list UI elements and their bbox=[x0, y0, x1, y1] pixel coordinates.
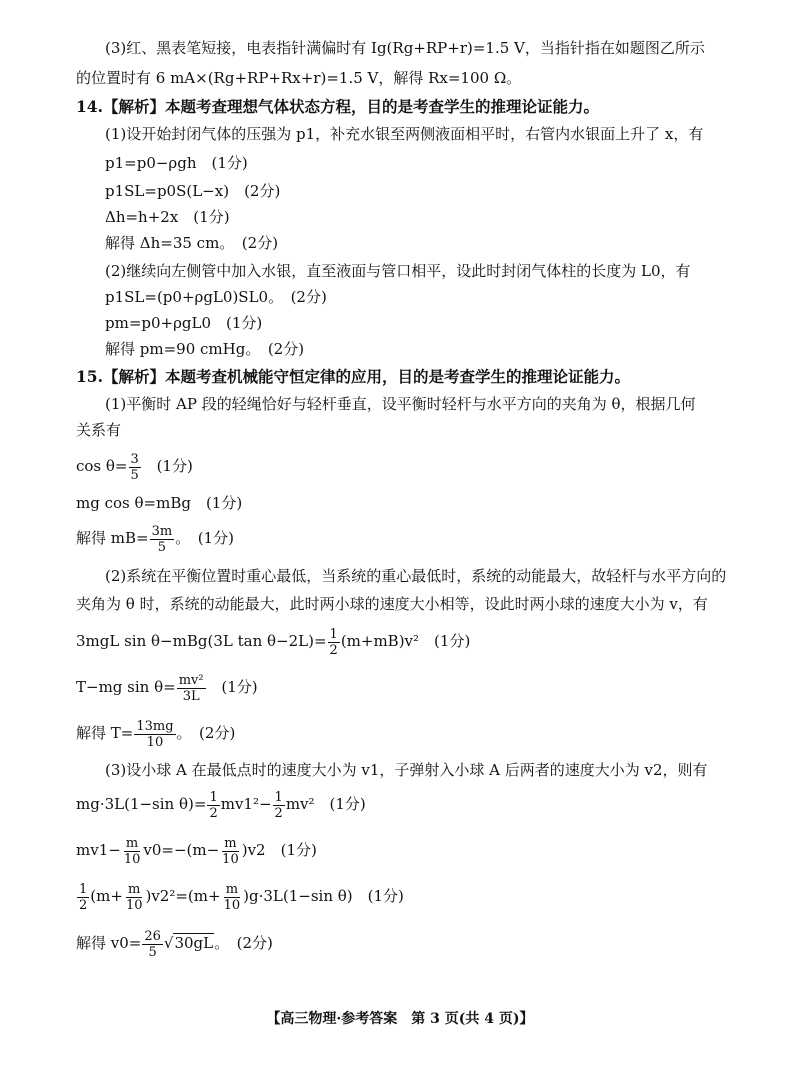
fraction: $\frac{1}{2}$ bbox=[209, 789, 218, 821]
fraction: $\frac{1}{2}$ bbox=[329, 626, 338, 658]
q15-eq1: cos θ= $\frac{3}{5}$ (1分) bbox=[76, 451, 193, 483]
q15-eq4: 3mgL sin θ−mBg(3L tan θ−2L)= $\frac{1}{2}$ (m+mB)v² (1分) bbox=[76, 626, 471, 658]
q14-eq5: p1SL=(p0+ρgL0)SL0。 (2分) bbox=[105, 288, 327, 306]
q15-part1-text-a: (1)平衡时 AP 段的轻绳恰好与轻杆垂直，设平衡时轻杆与水平方向的夹角为 θ，根据几何 bbox=[105, 395, 696, 413]
fraction: $\frac{1}{2}$ bbox=[79, 881, 88, 913]
q15-eq10: 解得 v0= $\frac{26}{5}$ √30gL。 (2分) bbox=[76, 928, 273, 960]
page-footer: 【高三物理·参考答案 第 3 页(共 4 页)】 bbox=[266, 1011, 534, 1027]
q14-eq7: 解得 pm=90 cmHg。 (2分) bbox=[105, 340, 305, 358]
q15-eq5: T−mg sin θ= $\frac{\text{mv²}}{3L}$ (1分) bbox=[76, 672, 258, 704]
fraction: $\frac{26}{5}$ bbox=[144, 928, 161, 960]
fraction: $\frac{13mg}{10}$ bbox=[136, 718, 174, 750]
fraction: $\frac{\text{mv²}}{3L}$ bbox=[178, 672, 204, 704]
q14-eq6: pm=p0+ρgL0 (1分) bbox=[105, 314, 263, 332]
q15-eq2: mg cos θ=mBg (1分) bbox=[76, 494, 243, 512]
q15-part1-text-b: 关系有 bbox=[76, 421, 122, 439]
fraction: $\frac{m}{10}$ bbox=[125, 881, 143, 913]
q15-eq7: mg·3L(1−sin θ)= $\frac{1}{2}$ mv1²− $\frac{1}{2}$ mv² (1分) bbox=[76, 789, 366, 821]
fraction: $\frac{m}{10}$ bbox=[123, 835, 141, 867]
sqrt-sign: √ bbox=[163, 934, 174, 952]
q15-part2-text-a: (2)系统在平衡位置时重心最低，当系统的重心最低时，系统的动能最大，故轻杆与水平方向的 bbox=[105, 567, 727, 585]
q15-part2-text-b: 夹角为 θ 时，系统的动能最大，此时两小球的速度大小相等，设此时两小球的速度大小为 v，有 bbox=[76, 595, 708, 613]
fraction: $\frac{m}{10}$ bbox=[223, 881, 241, 913]
q14-eq3: Δh=h+2x (1分) bbox=[105, 208, 230, 226]
q15-eq8: mv1− $\frac{m}{10}$ v0=−(m− $\frac{m}{10}$ )v2 (1分) bbox=[76, 835, 317, 867]
fraction: $\frac{1}{2}$ bbox=[274, 789, 283, 821]
q14-eq1: p1=p0−ρgh (1分) bbox=[105, 154, 248, 172]
q14-part2-text: (2)继续向左侧管中加入水银，直至液面与管口相平，设此时封闭气体柱的长度为 L0，有 bbox=[105, 262, 691, 280]
fraction: $\frac{3}{5}$ bbox=[130, 451, 139, 483]
q15-heading: 15.【解析】本题考查机械能守恒定律的应用，目的是考查学生的推理论证能力。 bbox=[76, 367, 630, 386]
q15-eq3: 解得 mB= $\frac{3m}{5}$ 。 (1分) bbox=[76, 523, 234, 555]
fraction: $\frac{m}{10}$ bbox=[222, 835, 239, 867]
q15-part3-text: (3)设小球 A 在最低点时的速度大小为 v1，子弹射入小球 A 后两者的速度大小为 v2，则有 bbox=[105, 761, 708, 779]
q13-line-2: 的位置时有 6 mA×(Rg+RP+Rx+r)=1.5 V，解得 Rx=100 Ω。 bbox=[76, 69, 522, 87]
fraction: $\frac{3m}{5}$ bbox=[151, 523, 173, 555]
q15-eq6: 解得 T= $\frac{13mg}{10}$ 。 (2分) bbox=[76, 718, 236, 750]
q14-eq2: p1SL=p0S(L−x) (2分) bbox=[105, 182, 281, 200]
q13-line-1: (3)红、黑表笔短接，电表指针满偏时有 Ig(Rg+RP+r)=1.5 V，当指针指在如题图乙所示 bbox=[105, 39, 705, 57]
q14-eq4: 解得 Δh=35 cm。 (2分) bbox=[105, 234, 279, 252]
q14-heading: 14.【解析】本题考查理想气体状态方程，目的是考查学生的推理论证能力。 bbox=[76, 97, 599, 116]
q14-part1-text: (1)设开始封闭气体的压强为 p1，补充水银至两侧液面相平时，右管内水银面上升了 x，有 bbox=[105, 125, 704, 143]
q15-eq9: $\frac{1}{2}$ (m+ $\frac{m}{10}$ )v2²=(m+ $\frac{m}{10}$ )g·3L(1−sin θ) (1分) bbox=[79, 881, 404, 913]
